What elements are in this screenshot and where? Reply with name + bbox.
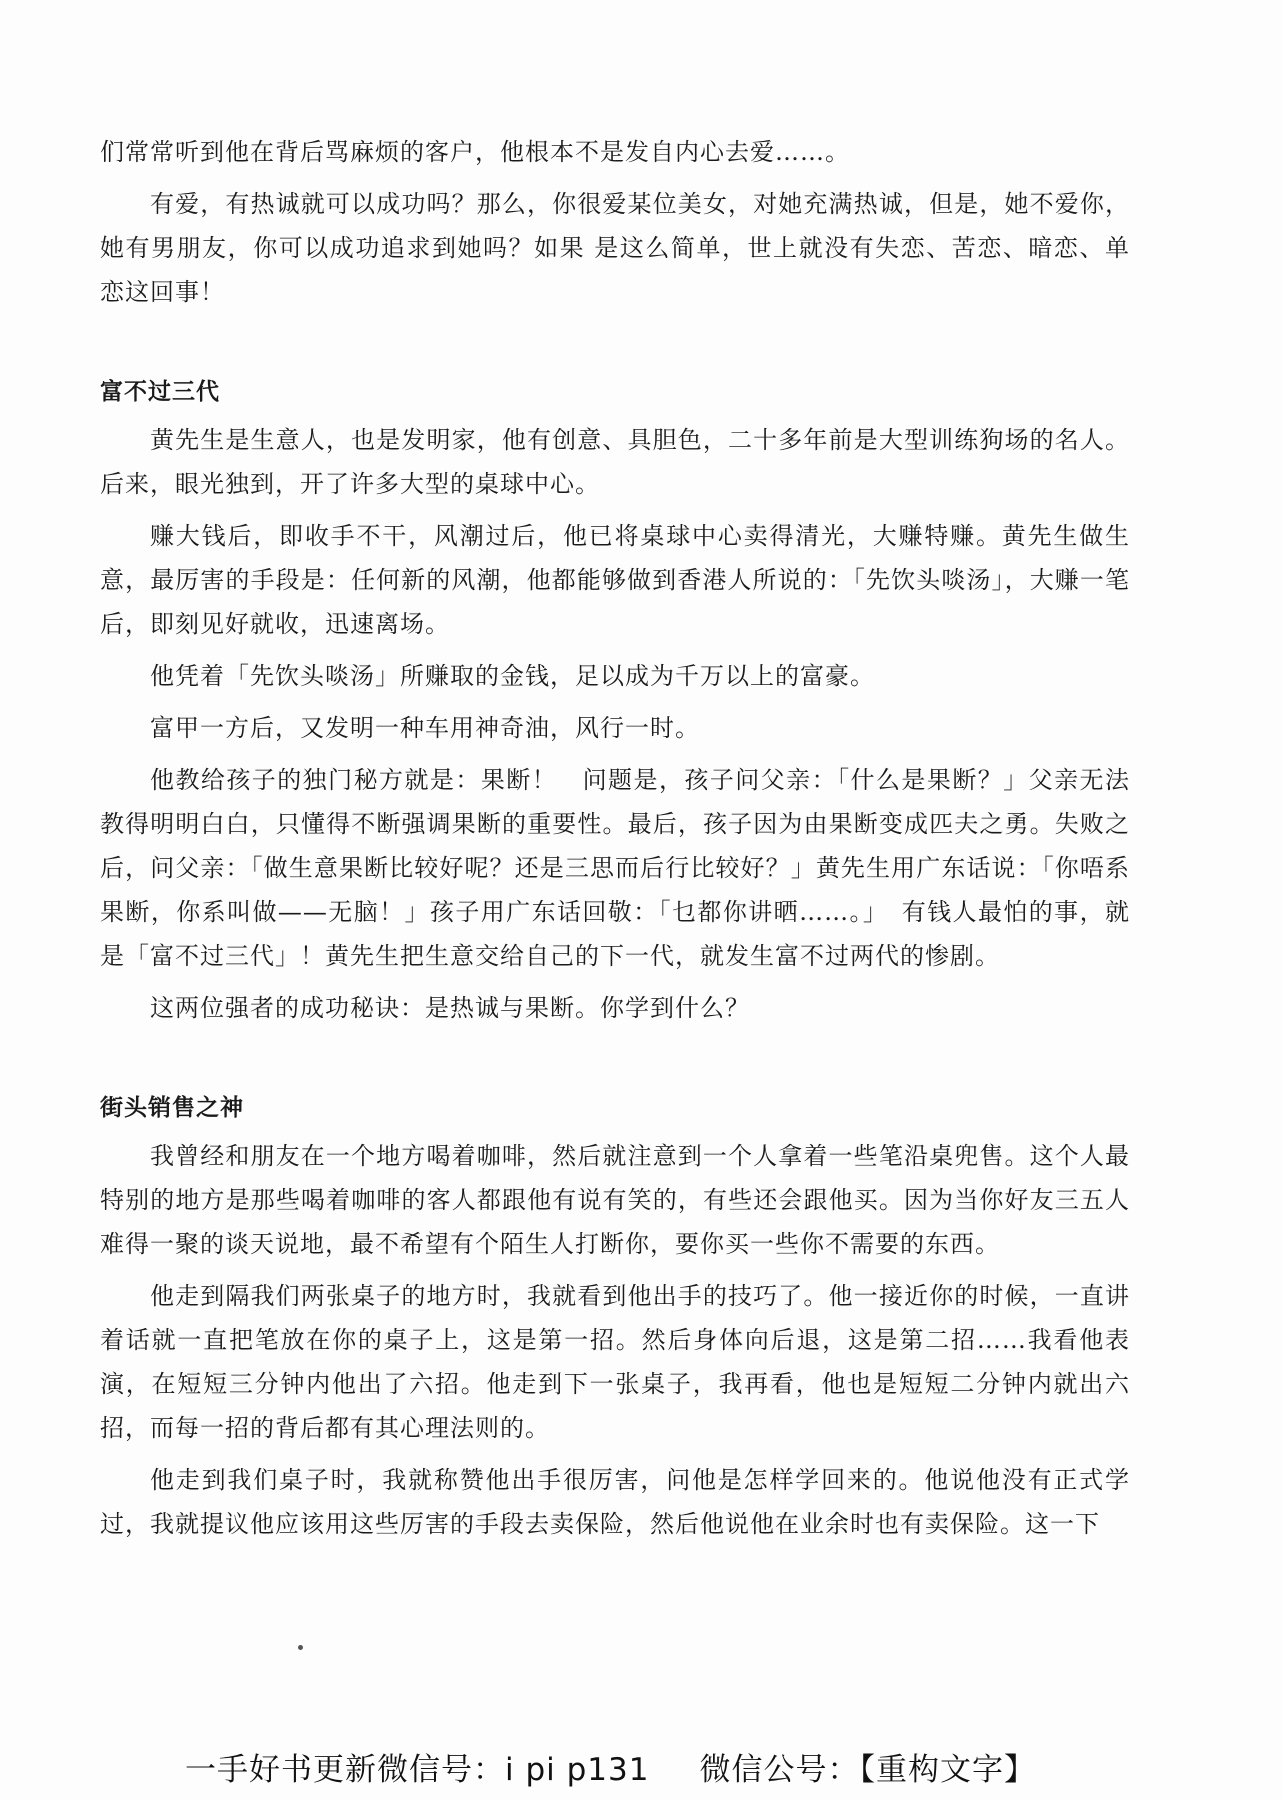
paragraph: 他走到我们桌子时，我就称赞他出手很厉害，问他是怎样学回来的。他说他没有正式学过，我就提议他应该用这些厉害的手段去卖保险，然后他说他在业余时也有卖保险。这一下 bbox=[100, 1466, 1130, 1538]
footer-wechat-id: 一手好书更新微信号：i pi p131 bbox=[185, 1752, 650, 1788]
paragraph: 他教给孩子的独门秘方就是：果断！ 问题是，孩子问父亲：「什么是果断？」父亲无法教得明明白白，只懂得不断强调果断的重要性。最后，孩子因为由果断变成匹夫之勇。失败之后，问父亲：「做生意果断比较好呢？还是三思而后行比较好？」黄先生用广东话说：「你唔系果断，你系叫做——无脑！」孩子用广东话回敬：「乜都你讲晒……。」 有钱人最怕的事，就是「富不过三代」！黄先生把生意交给自己的下一代，就发生富不过两代的惨剧。 bbox=[100, 766, 1130, 970]
paragraph: 他凭着「先饮头啖汤」所赚取的金钱，足以成为千万以上的富豪。 bbox=[150, 662, 875, 690]
footer-watermark bbox=[185, 1750, 1185, 1790]
paragraph: 我曾经和朋友在一个地方喝着咖啡，然后就注意到一个人拿着一些笔沿桌兜售。这个人最特别的地方是那些喝着咖啡的客人都跟他有说有笑的，有些还会跟他买。因为当你好友三五人难得一聚的谈天说地，最不希望有个陌生人打断你，要你买一些你不需要的东西。 bbox=[100, 1142, 1130, 1258]
paragraph: 富甲一方后，又发明一种车用神奇油，风行一时。 bbox=[150, 714, 700, 742]
section-heading: 富不过三代 bbox=[100, 379, 220, 405]
paragraph: 有爱，有热诚就可以成功吗？那么，你很爱某位美女，对她充满热诚，但是，她不爱你，她有男朋友，你可以成功追求到她吗？如果 是这么简单，世上就没有失恋、苦恋、暗恋、单恋这回事！ bbox=[100, 190, 1130, 306]
paragraph: 们常常听到他在背后骂麻烦的客户，他根本不是发自内心去爱……。 bbox=[100, 138, 850, 166]
footer-wechat-account: 微信公号：【重构文字】 bbox=[699, 1752, 1036, 1788]
scan-speck bbox=[298, 1645, 303, 1650]
paragraph: 黄先生是生意人，也是发明家，他有创意、具胆色，二十多年前是大型训练狗场的名人。后来，眼光独到，开了许多大型的桌球中心。 bbox=[100, 426, 1130, 498]
section-heading: 街头销售之神 bbox=[100, 1095, 244, 1121]
paragraph: 他走到隔我们两张桌子的地方时，我就看到他出手的技巧了。他一接近你的时候，一直讲着话就一直把笔放在你的桌子上，这是第一招。然后身体向后退，这是第二招……我看他表演，在短短三分钟内他出了六招。他走到下一张桌子，我再看，他也是短短二分钟内就出六招，而每一招的背后都有其心理法则的。 bbox=[100, 1282, 1130, 1442]
document-body bbox=[100, 130, 1130, 1554]
paragraph: 赚大钱后，即收手不干，风潮过后，他已将桌球中心卖得清光，大赚特赚。黄先生做生意，最厉害的手段是：任何新的风潮，他都能够做到香港人所说的：「先饮头啖汤」，大赚一笔后，即刻见好就收，迅速离场。 bbox=[100, 522, 1130, 638]
paragraph: 这两位强者的成功秘诀：是热诚与果断。你学到什么？ bbox=[150, 994, 750, 1022]
